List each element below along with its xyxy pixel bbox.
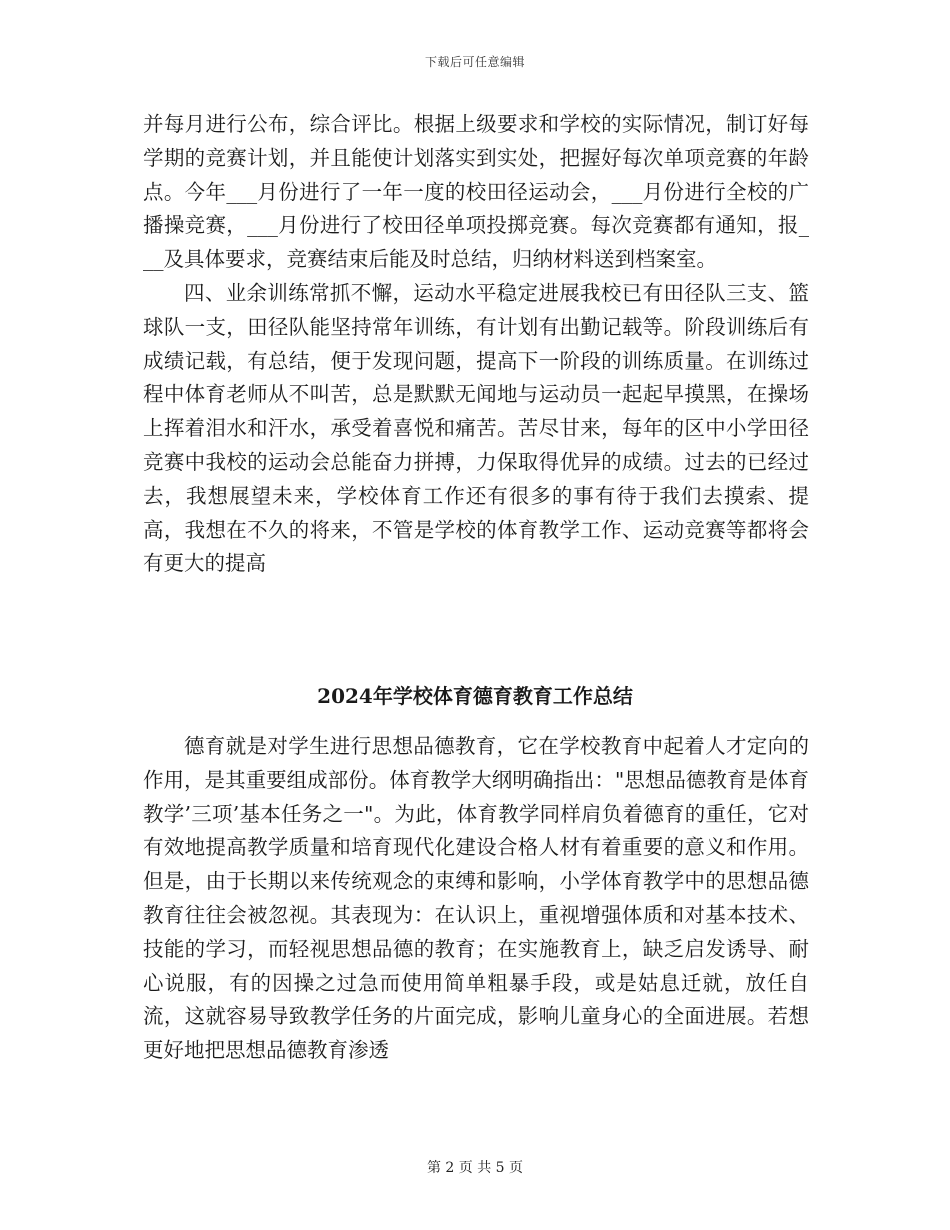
section-b-body: [143, 730, 809, 1068]
paragraph: 并每月进行公布，综合评比。根据上级要求和学校的实际情况，制订好每学期的竞赛计划，并且能使计划落实到实处，把握好每次单项竞赛的年龄点。今年___月份进行了一年一度的校田径运动会，___月份进行全校的广播操竞赛，___月份进行了校田径单项投掷竞赛。每次竞赛都有通知，报___及具体要求，竞赛结束后能及时总结，归纳材料送到档案室。: [143, 112, 809, 272]
paragraph: 德育就是对学生进行思想品德教育，它在学校教育中起着人才定向的作用，是其重要组成部份。体育教学大纲明确指出："思想品德教育是体育教学’三项’基本任务之一"。为此，体育教学同样肩负着德育的重任，它对有效地提高教学质量和培育现代化建设合格人材有着重要的意义和作用。但是，由于长期以来传统观念的束缚和影响，小学体育教学中的思想品德教育往往会被忽视。其表现为：在认识上，重视增强体质和对基本技术、技能的学习，而轻视思想品德的教育；在实施教育上，缺乏启发诱导、耐心说服，有的因操之过急而使用简单粗暴手段，或是姑息迁就，放任自流，这就容易导致教学任务的片面完成，影响儿童身心的全面进展。若想更好地把思想品德教育渗透: [143, 734, 809, 1063]
page-number: 第 2 页 共 5 页: [426, 1160, 524, 1176]
paragraph: 四、业余训练常抓不懈，运动水平稳定进展我校已有田径队三支、篮球队一支，田径队能坚持常年训练，有计划有出勤记载等。阶段训练后有成绩记载，有总结，便于发现问题，提高下一阶段的训练质量。在训练过程中体育老师从不叫苦，总是默默无闻地与运动员一起起早摸黑，在操场上挥着泪水和汗水，承受着喜悦和痛苦。苦尽甘来，每年的区中小学田径竞赛中我校的运动会总能奋力拼搏，力保取得优异的成绩。过去的已经过去，我想展望未来，学校体育工作还有很多的事有待于我们去摸索、提高，我想在不久的将来，不管是学校的体育教学工作、运动竞赛等都将会有更大的提高: [143, 280, 809, 576]
page-header: 下载后可任意编辑: [424, 55, 525, 69]
section-a-body: [143, 108, 809, 581]
document-title: 2024年学校体育德育教育工作总结: [317, 684, 633, 708]
